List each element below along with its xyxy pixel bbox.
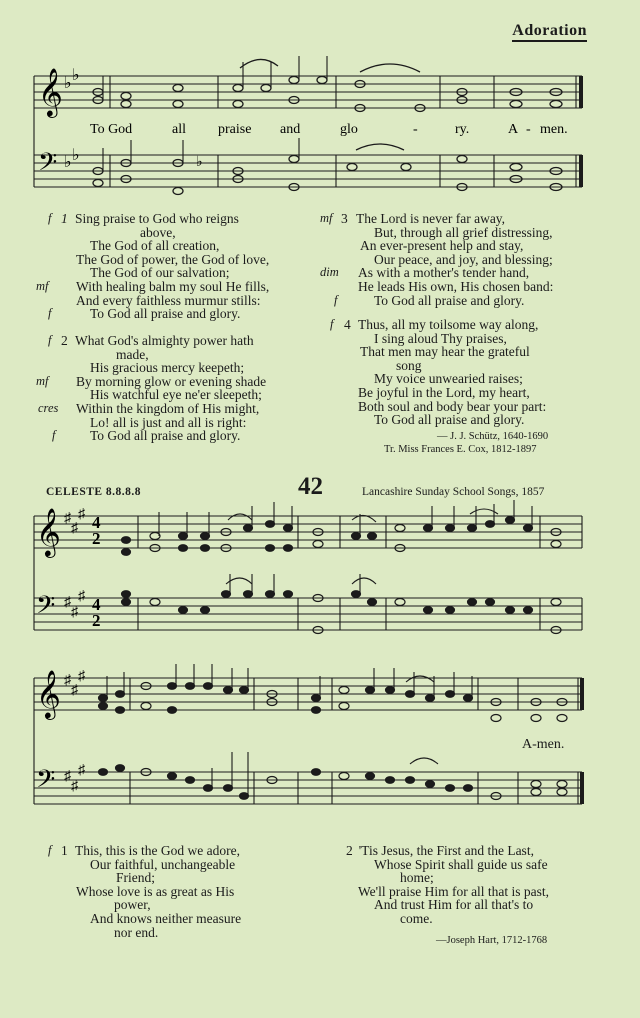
hymn42-verse-1: f 1 This, this is the God we adore, Our faithful, unchangeable Friend; Whose love is as great as His power, And knows neither measure nor end. xyxy=(48,843,242,940)
hymn41-verse-3: mf 3 The Lord is never far away, But, through all grief distressing, An ever-present help and stay, Our peace, and joy, and blessing; dim As with a mother's tender hand, He leads His own, His chosen band: f To God all praise and glory. xyxy=(320,211,554,308)
hymn41-verse-1: f 1 Sing praise to God who reigns above, The God of all creation, The God of power, the God of love, The God of our salvation; mf With healing balm my soul He fills, And every faithless murmur stills: f To God all praise and glory. xyxy=(36,211,270,322)
tune-source: Lancashire Sunday School Songs, 1857 xyxy=(362,486,545,498)
svg-text:♯: ♯ xyxy=(78,589,85,604)
svg-text:𝄢: 𝄢 xyxy=(36,765,56,800)
svg-text:♯: ♯ xyxy=(78,507,85,522)
amen-label: A-men. xyxy=(522,737,565,752)
svg-text:𝄢: 𝄢 xyxy=(38,148,58,183)
lyric-word: praise xyxy=(218,122,252,137)
svg-text:♯: ♯ xyxy=(78,763,85,778)
svg-text:𝄞: 𝄞 xyxy=(36,669,61,718)
hymn41-verse-4: f 4 Thus, all my toilsome way along, I sing aloud Thy praises, That men may hear the grateful song My voice unwearied raises; Be joyful in the Lord, my heart, Both soul and body bear your part: To God all praise and glory. xyxy=(330,317,547,428)
svg-text:2: 2 xyxy=(92,529,101,548)
lyric-word: men. xyxy=(540,122,568,137)
svg-text:4: 4 xyxy=(92,513,101,532)
hymn42-author: —Joseph Hart, 1712-1768 xyxy=(436,935,548,946)
hymn-number: 42 xyxy=(298,473,323,500)
svg-text:♭: ♭ xyxy=(64,75,72,92)
svg-text:♯: ♯ xyxy=(64,673,71,688)
lyric-word: To God xyxy=(90,122,133,137)
svg-text:♭: ♭ xyxy=(64,154,72,171)
top-music-system xyxy=(0,0,640,205)
lyric-word: and xyxy=(280,122,301,137)
svg-text:♯: ♯ xyxy=(64,769,71,784)
svg-text:𝄞: 𝄞 xyxy=(38,67,63,116)
svg-text:♯: ♯ xyxy=(71,605,78,620)
lyric-word: ry. xyxy=(455,122,470,137)
section-title: Adoration xyxy=(512,22,587,40)
svg-text:♭: ♭ xyxy=(72,67,80,84)
svg-text:4: 4 xyxy=(92,595,101,614)
svg-text:♯: ♯ xyxy=(71,779,78,794)
hymn41-verse-2: f 2 What God's almighty power hath made, His gracious mercy keepeth; mf By morning glow or evening shade His watchful eye ne'er sleepeth; cres Within the kingdom of His might, Lo! all is just and all is right: f To God all praise and glory. xyxy=(36,333,267,444)
svg-text:♭: ♭ xyxy=(196,155,203,170)
hymn41-author: — J. J. Schütz, 1640-1690 xyxy=(437,431,549,442)
svg-text:2: 2 xyxy=(92,611,101,630)
svg-text:♭: ♭ xyxy=(72,147,80,164)
lyric-word: - xyxy=(526,122,531,137)
svg-text:♯: ♯ xyxy=(71,683,78,698)
hymn41-translator: Tr. Miss Frances E. Cox, 1812-1897 xyxy=(384,444,537,455)
hymn42-verse-2: 2 'Tis Jesus, the First and the Last, Whose Spirit shall guide us safe home; We'll praise Him for all that is past, And trust Him for all that's to come. xyxy=(346,843,550,926)
svg-text:♯: ♯ xyxy=(64,595,71,610)
lyric-word: - xyxy=(413,122,418,137)
tune-name: CELESTE 8.8.8.8 xyxy=(46,486,142,498)
lyric-word: all xyxy=(172,122,186,137)
svg-text:♯: ♯ xyxy=(71,521,78,536)
hymn42-music-system-1 xyxy=(0,500,640,650)
lyric-word: glo xyxy=(340,122,358,137)
svg-text:𝄞: 𝄞 xyxy=(36,507,61,556)
svg-text:♯: ♯ xyxy=(78,669,85,684)
svg-text:𝄢: 𝄢 xyxy=(36,591,56,626)
lyric-word: A xyxy=(508,122,519,137)
svg-text:♯: ♯ xyxy=(64,511,71,526)
